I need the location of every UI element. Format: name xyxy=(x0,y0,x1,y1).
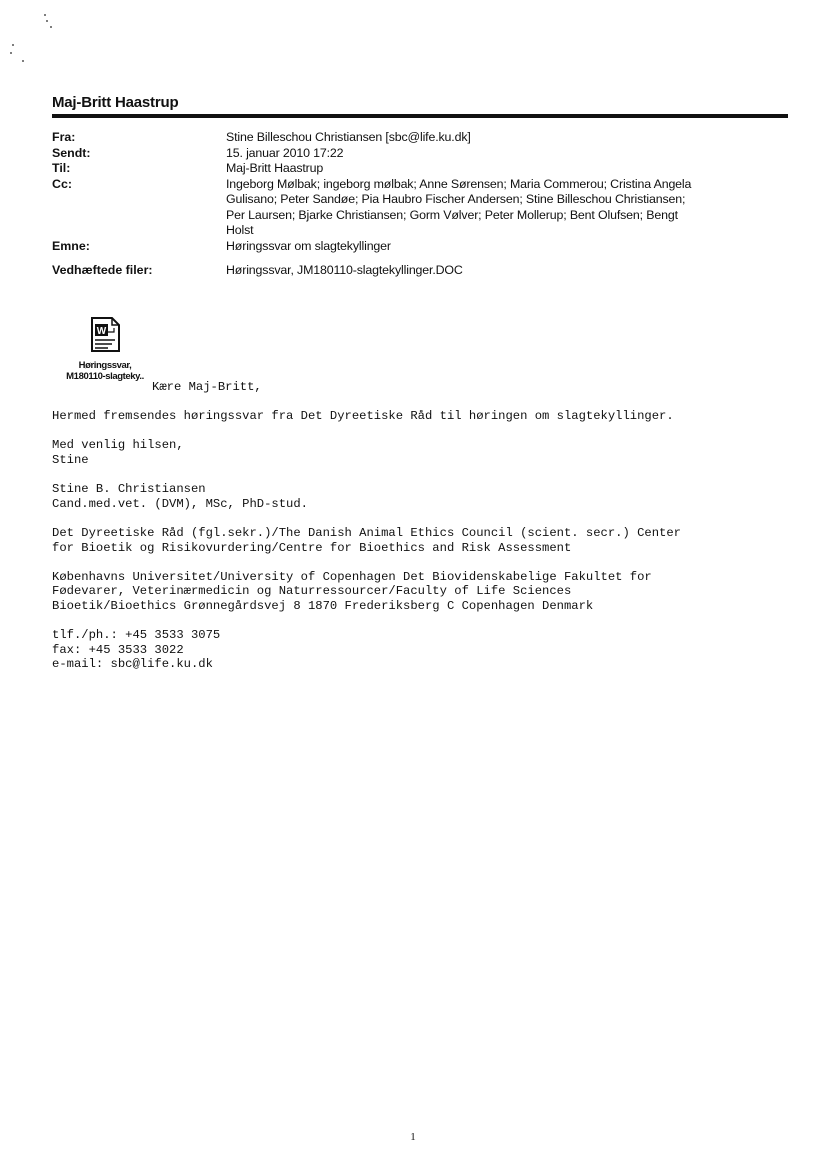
sent-value: 15. januar 2010 17:22 xyxy=(226,145,344,160)
signature-line: Cand.med.vet. (DVM), MSc, PhD-stud. xyxy=(52,496,308,511)
cc-line: Holst xyxy=(226,223,254,237)
attachments-row xyxy=(52,263,788,279)
cc-label: Cc: xyxy=(52,176,72,191)
phone-line: tlf./ph.: +45 3533 3075 xyxy=(52,628,221,643)
from-label: Fra: xyxy=(52,130,76,144)
closing-line: Med venlig hilsen, xyxy=(52,438,184,453)
attachments-label: Vedhæftede filer: xyxy=(52,263,153,277)
sender-heading: Maj-Britt Haastrup xyxy=(52,94,179,111)
address-line: Fødevarer, Veterinærmedicin og Naturressourcer/Faculty of Life Sciences xyxy=(52,584,572,599)
closing-name: Stine xyxy=(52,452,89,467)
sent-label: Sendt: xyxy=(52,145,91,160)
message-text: Hermed fremsendes høringssvar fra Det Dyreetiske Råd til høringen om slagtekyllinger. xyxy=(52,409,674,424)
email-body xyxy=(52,380,792,672)
svg-text:W: W xyxy=(96,326,107,337)
to-row xyxy=(52,161,788,177)
attachment-item[interactable] xyxy=(50,316,160,382)
signature-block xyxy=(52,482,792,511)
council-line: Det Dyreetiske Råd (fgl.sekr.)/The Danish Animal Ethics Council (scient. secr.) Center xyxy=(52,525,681,540)
sent-row xyxy=(52,146,788,162)
scan-specks xyxy=(8,14,58,74)
subject-row xyxy=(52,239,788,255)
from-row xyxy=(52,130,788,146)
cc-line: Ingeborg Mølbak; ingeborg mølbak; Anne Sørensen; Maria Commerou; Cristina Angela xyxy=(226,176,692,191)
from-value: Stine Billeschou Christiansen [sbc@life.ku.dk] xyxy=(226,130,471,144)
cc-line: Per Laursen; Bjarke Christiansen; Gorm Vølver; Peter Mollerup; Bent Olufsen; Bengt xyxy=(226,207,678,222)
council-block xyxy=(52,526,792,555)
address-line: Bioetik/Bioethics Grønnegårdsvej 8 1870 Frederiksberg C Copenhagen Denmark xyxy=(52,598,594,613)
council-line: for Bioetik og Risikovurdering/Centre for Bioethics and Risk Assessment xyxy=(52,540,572,555)
greeting: Kære Maj-Britt, xyxy=(152,380,262,394)
address-block xyxy=(52,570,792,614)
email-headers xyxy=(52,130,788,279)
closing xyxy=(52,438,792,467)
to-value: Maj-Britt Haastrup xyxy=(226,161,324,175)
cc-row xyxy=(52,177,788,239)
subject-value: Høringssvar om slagtekyllinger xyxy=(226,238,391,253)
to-label: Til: xyxy=(52,161,71,175)
page-number: 1 xyxy=(410,1131,416,1143)
subject-label: Emne: xyxy=(52,238,90,253)
address-line: Københavns Universitet/University of Copenhagen Det Biovidenskabelige Fakultet for xyxy=(52,569,652,584)
signature-line: Stine B. Christiansen xyxy=(52,482,206,497)
attachments-value[interactable]: Høringssvar, JM180110-slagtekyllinger.DOC xyxy=(226,263,463,277)
contact-block xyxy=(52,628,792,672)
cc-line: Gulisano; Peter Sandøe; Pia Haubro Fischer Andersen; Stine Billeschou Christiansen; xyxy=(226,192,686,206)
word-document-icon xyxy=(50,316,160,354)
fax-line: fax: +45 3533 3022 xyxy=(52,642,184,657)
cc-value xyxy=(226,177,788,239)
attachment-name-line: Høringssvar, xyxy=(78,360,132,371)
email-line[interactable]: e-mail: sbc@life.ku.dk xyxy=(52,657,213,672)
attachment-name-line: M180110-slagteky.. xyxy=(66,371,144,382)
header-divider xyxy=(52,114,788,118)
